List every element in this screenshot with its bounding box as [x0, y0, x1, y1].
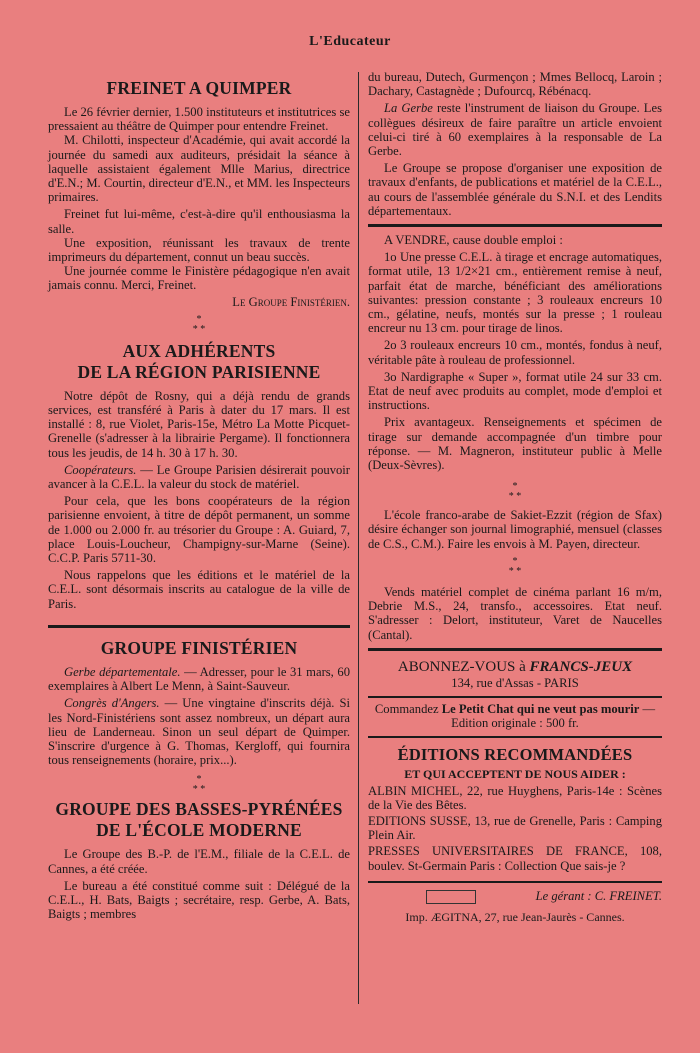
paragraph: Une exposition, réunissant les travaux de trente imprimeurs du département, connut un beau succès. — [48, 235, 350, 265]
lead: La Gerbe — [384, 101, 433, 116]
paragraph: M. Chilotti, inspecteur d'Académie, qui avait accordé la journée du samedi aux auditeurs, présidait la séance à laquelle assistaient également Mlle Marius, directrice d'E.N.; M. Courtin, directeur d'E.N., et MM. les Inspecteurs primaires. — [48, 133, 350, 205]
paragraph — [48, 463, 350, 491]
text: — Edition originale : 500 fr. — [451, 701, 656, 731]
publisher-entry: EDITIONS SUSSE, 13, rue de Grenelle, Paris : Camping Plein Air. — [368, 813, 662, 843]
text: — Le Groupe Parisien désirerait pouvoir avancer à la C.E.L. la valeur du stock de matériel. — [48, 462, 350, 492]
paragraph: L'école franco-arabe de Sakiet-Ezzit (région de Sfax) désire échanger son journal limographié, mensuel (classes de C.S., C.M.). Faire les envois à M. Payen, directeur. — [368, 508, 662, 551]
divider — [368, 736, 662, 738]
section-title: DE L'ÉCOLE MODERNE — [96, 820, 302, 841]
paragraph: Une journée comme le Finistère pédagogique n'en avait jamais connu. Merci, Freinet. — [48, 264, 350, 293]
subheading: ET QUI ACCEPTENT DE NOUS AIDER : — [404, 767, 626, 782]
paragraph: Pour cela, que les bons coopérateurs de la région parisienne envoient, à titre de dépôt permanent, un somme de 1.000 ou 2.000 fr. au trésorier du Groupe : A. Guiard, 7, place Louis-Loucheur, Champigny-sur-Marne (Seine). C.C.P. Paris 5711-30. — [48, 494, 350, 566]
paragraph: Le 26 février dernier, 1.500 instituteurs et institutrices se pressaient au théâtre de Quimper pour entendre Freinet. — [48, 105, 350, 134]
gerant-line — [368, 889, 662, 904]
section-title: FREINET A QUIMPER — [106, 78, 292, 98]
paragraph: Le Groupe se propose d'organiser une exposition de travaux d'enfants, de publications et matériel de la C.E.L., au cours de l'assemblée générale du S.N.I. et des Lendits départementaux. — [368, 161, 662, 218]
divider — [368, 881, 662, 883]
paragraph — [368, 101, 662, 158]
magazine-name: FRANCS-JEUX — [529, 658, 633, 675]
publisher-entry: PRESSES UNIVERSITAIRES DE FRANCE, 108, boulev. St-Germain Paris : Collection Que sais-je ? — [368, 844, 662, 873]
text: Le gérant : C. FREINET. — [535, 888, 662, 903]
ad-heading: A VENDRE, cause double emploi : — [384, 233, 563, 248]
asterism: * * * — [192, 774, 206, 796]
right-column — [368, 70, 662, 924]
section-title: ÉDITIONS RECOMMANDÉES — [397, 745, 633, 765]
asterism: * * * — [192, 313, 206, 335]
book-title: Le Petit Chat qui ne veut pas mourir — [441, 701, 640, 716]
text: Commandez — [374, 701, 442, 716]
paragraph: 1o Une presse C.E.L. à tirage et encrage automatiques, format utile, 13 1/2×21 cm., entièrement remise à neuf, parfait état de marche, bénéficiant des améliorations suivantes: pression constante ; 3 rouleaux encreurs 10 cm., gélatine, neufs, montés sur la presse ; 1 rouleau encreur nu 13 cm. pour tirage de linos. — [368, 250, 662, 336]
column-divider — [358, 72, 359, 1004]
section-title: GROUPE DES BASSES-PYRÉNÉES — [55, 799, 343, 820]
printer-ornament-icon — [426, 890, 476, 904]
divider — [368, 224, 662, 227]
left-column — [48, 70, 350, 921]
paragraph: Notre dépôt de Rosny, qui a déjà rendu de grands services, est transféré à Paris à dater du 17 mars. Il est installé : 8, rue Violet, Paris-15e, Métro La Motte Picquet-Grenelle (s'adresser à la librairie Pergame). Il fonctionnera tous les jeudis, de 14 h. 30 à 17 h. 30. — [48, 388, 350, 460]
divider — [368, 696, 662, 698]
text: reste l'instrument de liaison du Groupe. Les collègues désireux de faire paraître un article envoient celui-ci tiré à 60 exemplaires à la responsable de La Gerbe. — [368, 101, 662, 159]
paragraph: 3o Nardigraphe « Super », format utile 24 sur 33 cm. Etat de neuf avec produits au complet, mode d'emploi et instructions. — [368, 369, 662, 413]
section-title: DE LA RÉGION PARISIENNE — [77, 361, 321, 382]
lead: Coopérateurs. — [64, 462, 137, 477]
publisher-entry: ALBIN MICHEL, 22, rue Huyghens, Paris-14e : Scènes de la Vie des Bêtes. — [368, 783, 662, 812]
running-head: L'Educateur — [309, 34, 391, 49]
text: ABONNEZ-VOUS à — [397, 658, 530, 675]
order-ad — [368, 702, 662, 730]
text: — Adresser, pour le 31 mars, 60 exemplaires à Albert Le Menn, à Saint-Sauveur. — [48, 664, 350, 694]
section-title: AUX ADHÉRENTS — [122, 340, 276, 361]
paragraph: Freinet fut lui-même, c'est-à-dire qu'il enthousiasma la salle. — [48, 207, 350, 236]
imprint: Imp. ÆGITNA, 27, rue Jean-Jaurès - Cannes. — [405, 909, 625, 924]
paragraph: Nous rappelons que les éditions et le matériel de la C.E.L. sont désormais inscrits au catalogue de la ville de Paris. — [48, 568, 350, 611]
lead: Gerbe départementale. — [64, 664, 181, 679]
paragraph: Le bureau a été constitué comme suit : Délégué de la C.E.L., H. Bats, Baigts ; secrétaire, resp. Gerbe, A. Bats, Baigts ; membres — [48, 878, 350, 922]
paragraph: du bureau, Dutech, Gurmençon ; Mmes Bellocq, Laroin ; Dachary, Castagnède ; Dufourcq, Rébénacq. — [368, 70, 662, 99]
subscription-ad — [368, 659, 662, 676]
divider — [368, 648, 662, 651]
lead: Congrès d'Angers. — [64, 696, 160, 711]
signature: Le Groupe Finistérien. — [232, 294, 350, 309]
section-title: GROUPE FINISTÉRIEN — [100, 637, 298, 658]
divider — [48, 625, 350, 628]
paragraph: 2o 3 rouleaux encreurs 10 cm., montés, fondus à neuf, véritable pâte à rouleau de professionnel. — [368, 338, 662, 367]
asterism: * * * — [508, 555, 522, 577]
paragraph: Vends matériel complet de cinéma parlant 16 m/m, Debrie M.S., 24, transfo., accessoires. Etat neuf. S'adresser : Delort, instituteur, Varet de Naucelles (Cantal). — [368, 584, 662, 642]
address: 134, rue d'Assas - PARIS — [451, 675, 579, 690]
asterism: * * * — [508, 481, 522, 503]
paragraph: Prix avantageux. Renseignements et spécimen de tirage sur demande accompagnée d'un timbre pour réponse. — M. Magneron, instituteur public à Melle (Deux-Sèvres). — [368, 415, 662, 473]
paragraph — [48, 696, 350, 767]
text: — Une vingtaine d'inscrits déjà. Si les Nord-Finistériens sont assez nombreux, un départ aura lieu de Landerneau. Sinon un seul départ de Quimper. S'inscrire d'urgence à G. Thomas, Kergloff, qui fournira tous renseignements (horaire, prix...). — [48, 696, 350, 768]
paragraph — [48, 665, 350, 693]
paragraph: Le Groupe des B.-P. de l'E.M., filiale de la C.E.L. de Cannes, a été créée. — [48, 847, 350, 876]
